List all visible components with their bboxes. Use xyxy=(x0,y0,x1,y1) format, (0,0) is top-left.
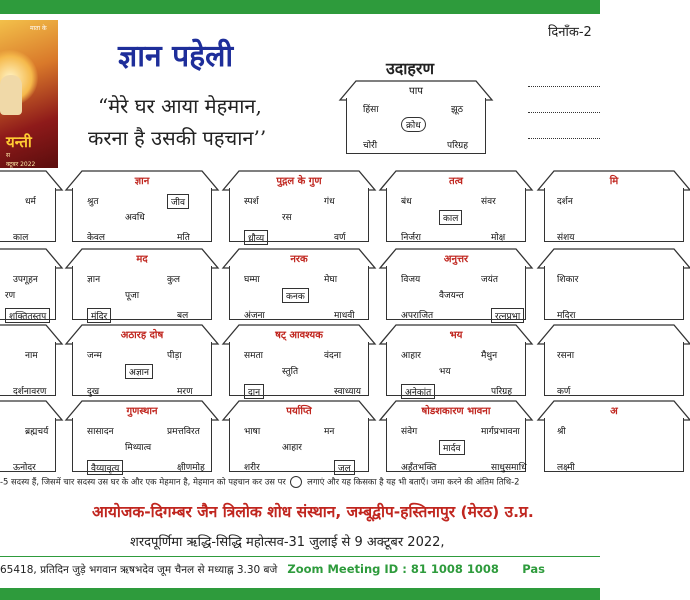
house-item[interactable]: पीड़ा xyxy=(167,351,182,361)
house-item[interactable]: जन्म xyxy=(87,351,102,361)
house-item[interactable]: संवर xyxy=(481,197,496,207)
house-item[interactable]: घम्मा xyxy=(244,275,260,285)
house-item[interactable]: मदिरा xyxy=(557,311,576,321)
house-roof xyxy=(0,400,62,420)
answer-line-3[interactable] xyxy=(528,138,600,139)
house-card xyxy=(380,170,532,242)
house-card xyxy=(0,400,62,472)
house-item[interactable]: रसना xyxy=(557,351,575,361)
house-item[interactable]: गंध xyxy=(324,197,335,207)
house-item[interactable]: साधुसमाधि xyxy=(491,463,527,473)
house-roof xyxy=(538,170,690,190)
house-card xyxy=(0,248,62,320)
example-house xyxy=(340,80,492,154)
house-item[interactable]: शरीर xyxy=(244,463,260,473)
house-item[interactable]: स्वाध्याय xyxy=(334,387,361,397)
house-item[interactable]: दुख xyxy=(87,387,100,397)
house-item[interactable]: मेघा xyxy=(324,275,338,285)
house-item[interactable]: संशय xyxy=(557,233,575,243)
example-heading: उदाहरण xyxy=(386,59,435,78)
house-item[interactable]: शक्तितस्तप xyxy=(5,308,50,323)
house-card xyxy=(66,324,218,396)
house-item[interactable]: अर्हंतभक्ति xyxy=(401,463,437,473)
house-roof xyxy=(66,170,218,190)
example-item: झूठ xyxy=(451,105,464,115)
house-item[interactable]: अंजना xyxy=(244,311,265,321)
house-card xyxy=(538,170,690,242)
house-item[interactable]: मैथुन xyxy=(481,351,498,361)
house-category-label: नरक xyxy=(290,254,308,265)
house-item[interactable]: ऊनोदर xyxy=(13,463,36,473)
house-item[interactable]: मार्गप्रभावना xyxy=(481,427,520,437)
house-card xyxy=(66,170,218,242)
house-item[interactable]: कनक xyxy=(282,288,309,303)
house-card xyxy=(380,400,532,472)
house-roof xyxy=(380,324,532,344)
passcode-label: Pas xyxy=(522,562,545,576)
house-item[interactable]: ध्रौव्य xyxy=(244,230,268,245)
house-card xyxy=(223,170,375,242)
house-item[interactable]: ब्रह्मचर्य xyxy=(25,427,49,437)
house-body xyxy=(386,266,526,320)
house-item[interactable]: सासादन xyxy=(87,427,114,437)
house-item[interactable]: रण xyxy=(5,291,16,301)
house-card xyxy=(0,170,62,242)
date-label: दिनाँक-2 xyxy=(548,25,592,40)
poster-text-top: माता के xyxy=(30,25,47,32)
organizer-line: आयोजक-दिगम्बर जैन त्रिलोक शोध संस्थान, जम्बूद्वीप-हस्तिनापुर (मेरठ) उ.प्र. xyxy=(92,503,534,521)
house-card xyxy=(223,324,375,396)
house-roof xyxy=(538,400,690,420)
house-body xyxy=(229,188,369,242)
house-item[interactable]: बंध xyxy=(401,197,412,207)
house-item[interactable]: विजय xyxy=(401,275,421,285)
house-item[interactable]: वैजयन्त xyxy=(439,291,464,301)
house-item[interactable]: अवधि xyxy=(125,213,145,223)
example-house-body xyxy=(346,98,486,154)
house-item[interactable]: अपराजित xyxy=(401,311,434,321)
house-body xyxy=(386,342,526,396)
house-body xyxy=(229,266,369,320)
house-item[interactable]: संवेग xyxy=(401,427,418,437)
house-card xyxy=(0,324,62,396)
house-item[interactable]: ज्ञान xyxy=(87,275,101,285)
house-category-label: षोडशकारण भावना xyxy=(421,406,491,417)
answer-line-1[interactable] xyxy=(528,86,600,87)
bottom-green-border xyxy=(0,588,600,600)
house-roof xyxy=(538,324,690,344)
house-body xyxy=(386,188,526,242)
house-item[interactable]: श्रुत xyxy=(87,197,99,207)
house-roof xyxy=(66,248,218,268)
top-green-border xyxy=(0,0,600,14)
house-card xyxy=(538,324,690,396)
house-roof xyxy=(223,248,375,268)
house-item[interactable]: परिग्रह xyxy=(491,387,512,397)
house-item[interactable]: दर्शन xyxy=(557,197,573,207)
house-item[interactable]: आहार xyxy=(282,443,302,453)
house-item[interactable]: मन xyxy=(324,427,335,437)
house-item[interactable]: शिकार xyxy=(557,275,579,285)
house-item[interactable]: निर्जरा xyxy=(401,233,422,243)
house-body xyxy=(0,418,56,472)
house-item[interactable]: माधवी xyxy=(334,311,355,321)
example-house-roof xyxy=(340,80,492,100)
house-roof xyxy=(538,248,690,268)
house-item[interactable]: समता xyxy=(244,351,263,361)
house-item[interactable]: काल xyxy=(13,233,29,243)
house-body xyxy=(544,418,684,472)
house-category-label: मद xyxy=(136,254,148,265)
house-category-label: षट् आवश्यक xyxy=(275,330,323,341)
house-item[interactable]: दर्शनावरण xyxy=(13,387,47,397)
example-item: चोरी xyxy=(363,141,378,151)
house-roof xyxy=(0,324,62,344)
house-body xyxy=(72,418,212,472)
instruction-text-1: -5 सदस्य हैं, जिसमें चार सदस्य उस घर के और एक मेहमान है, मेहमान को पहचान कर उस पर xyxy=(0,476,286,487)
house-card xyxy=(223,400,375,472)
house-category-label: अनुत्तर xyxy=(443,254,469,265)
house-roof xyxy=(66,400,218,420)
example-item: परिग्रह xyxy=(447,141,468,151)
house-item[interactable]: वंदना xyxy=(324,351,342,361)
house-item[interactable]: जल xyxy=(334,460,355,475)
house-roof xyxy=(380,248,532,268)
page-title: ज्ञान पहेली xyxy=(118,39,234,74)
house-category-label: भय xyxy=(449,330,463,341)
house-category-label: मि xyxy=(609,176,619,187)
house-item[interactable]: वर्ण xyxy=(334,233,346,243)
house-body xyxy=(72,342,212,396)
house-body xyxy=(72,266,212,320)
poster-title: यन्ती xyxy=(6,133,32,151)
house-category-label: तत्व xyxy=(449,176,463,187)
house-item[interactable]: स्पर्श xyxy=(244,197,259,207)
instruction-note xyxy=(0,476,600,488)
house-item[interactable]: लक्ष्मी xyxy=(557,463,575,473)
circle-icon xyxy=(290,476,302,488)
house-item[interactable]: नाम xyxy=(25,351,38,361)
house-card xyxy=(380,248,532,320)
house-item[interactable]: अनेकांत xyxy=(401,384,435,399)
house-item[interactable]: बल xyxy=(177,311,189,321)
house-category-label xyxy=(0,251,62,265)
house-item[interactable]: क्षीणमोह xyxy=(177,463,205,473)
example-item-circled: क्रोध xyxy=(401,117,426,132)
house-item[interactable]: मार्दव xyxy=(439,440,465,455)
house-item[interactable]: धर्म xyxy=(25,197,36,207)
house-item[interactable]: स्तुति xyxy=(282,367,299,377)
house-item[interactable]: जयंत xyxy=(481,275,499,285)
house-item[interactable]: पूजा xyxy=(125,291,140,301)
house-roof xyxy=(0,248,62,268)
house-item[interactable]: काल xyxy=(439,210,462,225)
house-category-label: पर्याप्ति xyxy=(286,406,312,417)
house-item[interactable]: मति xyxy=(177,233,190,243)
house-item[interactable]: वैय्यावृत्य xyxy=(87,460,123,475)
house-body xyxy=(544,266,684,320)
house-item[interactable]: मिथ्यात्व xyxy=(125,443,152,453)
bottom-text: 65418, प्रतिदिन जुड़े भगवान ऋषभदेव जूम चैनल से मध्याह्न 3.30 बजे xyxy=(0,564,278,576)
house-item[interactable]: उपगूहन xyxy=(13,275,38,285)
house-item[interactable]: रत्नप्रभा xyxy=(491,308,524,323)
house-body xyxy=(544,342,684,396)
poster-subtext: स xyxy=(6,152,11,159)
house-body xyxy=(72,188,212,242)
house-card xyxy=(223,248,375,320)
house-card xyxy=(538,400,690,472)
house-item[interactable]: कर्ण xyxy=(557,387,571,397)
house-item[interactable]: श्री xyxy=(557,427,566,437)
house-card xyxy=(538,248,690,320)
house-body xyxy=(0,188,56,242)
house-body xyxy=(0,342,56,396)
poster-image xyxy=(0,20,58,168)
house-category-label: अ xyxy=(610,406,618,417)
house-item[interactable]: केवल xyxy=(87,233,106,243)
house-item[interactable]: भय xyxy=(439,367,451,377)
subtitle-line-2: करना है उसकी पहचान’’ xyxy=(88,126,267,150)
instruction-text-2: लगाएं और यह किसका है यह भी बताएँ। जमा करने की अंतिम तिथि-2 xyxy=(307,476,520,487)
event-line: शरदपूर्णिमा ऋद्धि-सिद्धि महोत्सव-31 जुलाई से 9 अक्टूबर 2022, xyxy=(130,535,445,550)
house-item[interactable]: जीव xyxy=(167,194,189,209)
house-item[interactable]: मोक्ष xyxy=(491,233,506,243)
house-category-label: गुणस्थान xyxy=(126,406,158,417)
house-item[interactable]: रस xyxy=(282,213,292,223)
example-roof-label: पाप xyxy=(409,86,423,97)
house-body xyxy=(386,418,526,472)
house-item[interactable]: दान xyxy=(244,384,264,399)
house-roof xyxy=(380,170,532,190)
house-card xyxy=(66,400,218,472)
house-category-label: अठारह दोष xyxy=(120,330,164,341)
house-item[interactable]: मरण xyxy=(177,387,193,397)
house-item[interactable]: आहार xyxy=(401,351,421,361)
house-body xyxy=(229,342,369,396)
house-roof xyxy=(223,400,375,420)
house-roof xyxy=(66,324,218,344)
answer-line-2[interactable] xyxy=(528,112,600,113)
house-card xyxy=(66,248,218,320)
house-item[interactable]: कुल xyxy=(167,275,181,285)
poster-date: क्टूबर 2022 xyxy=(6,161,36,168)
example-item: हिंसा xyxy=(363,105,379,115)
house-category-label: पुद्गल के गुण xyxy=(276,176,322,187)
house-roof xyxy=(0,170,62,190)
footer-divider xyxy=(0,556,600,557)
house-item[interactable]: भाषा xyxy=(244,427,261,437)
house-roof xyxy=(223,170,375,190)
house-roof xyxy=(223,324,375,344)
house-card xyxy=(380,324,532,396)
house-item[interactable]: प्रमत्तविरत xyxy=(167,427,200,437)
house-roof xyxy=(380,400,532,420)
subtitle-line-1: “मेरे घर आया मेहमान, xyxy=(98,94,262,118)
zoom-meeting-id: Zoom Meeting ID : 81 1008 1008 xyxy=(287,562,499,576)
house-body xyxy=(0,266,56,320)
house-item[interactable]: अज्ञान xyxy=(125,364,153,379)
bottom-info xyxy=(0,562,600,577)
house-body xyxy=(544,188,684,242)
house-item[interactable]: मंदिर xyxy=(87,308,111,323)
poster-figure xyxy=(0,75,22,115)
house-category-label: ज्ञान xyxy=(134,176,150,187)
house-body xyxy=(229,418,369,472)
